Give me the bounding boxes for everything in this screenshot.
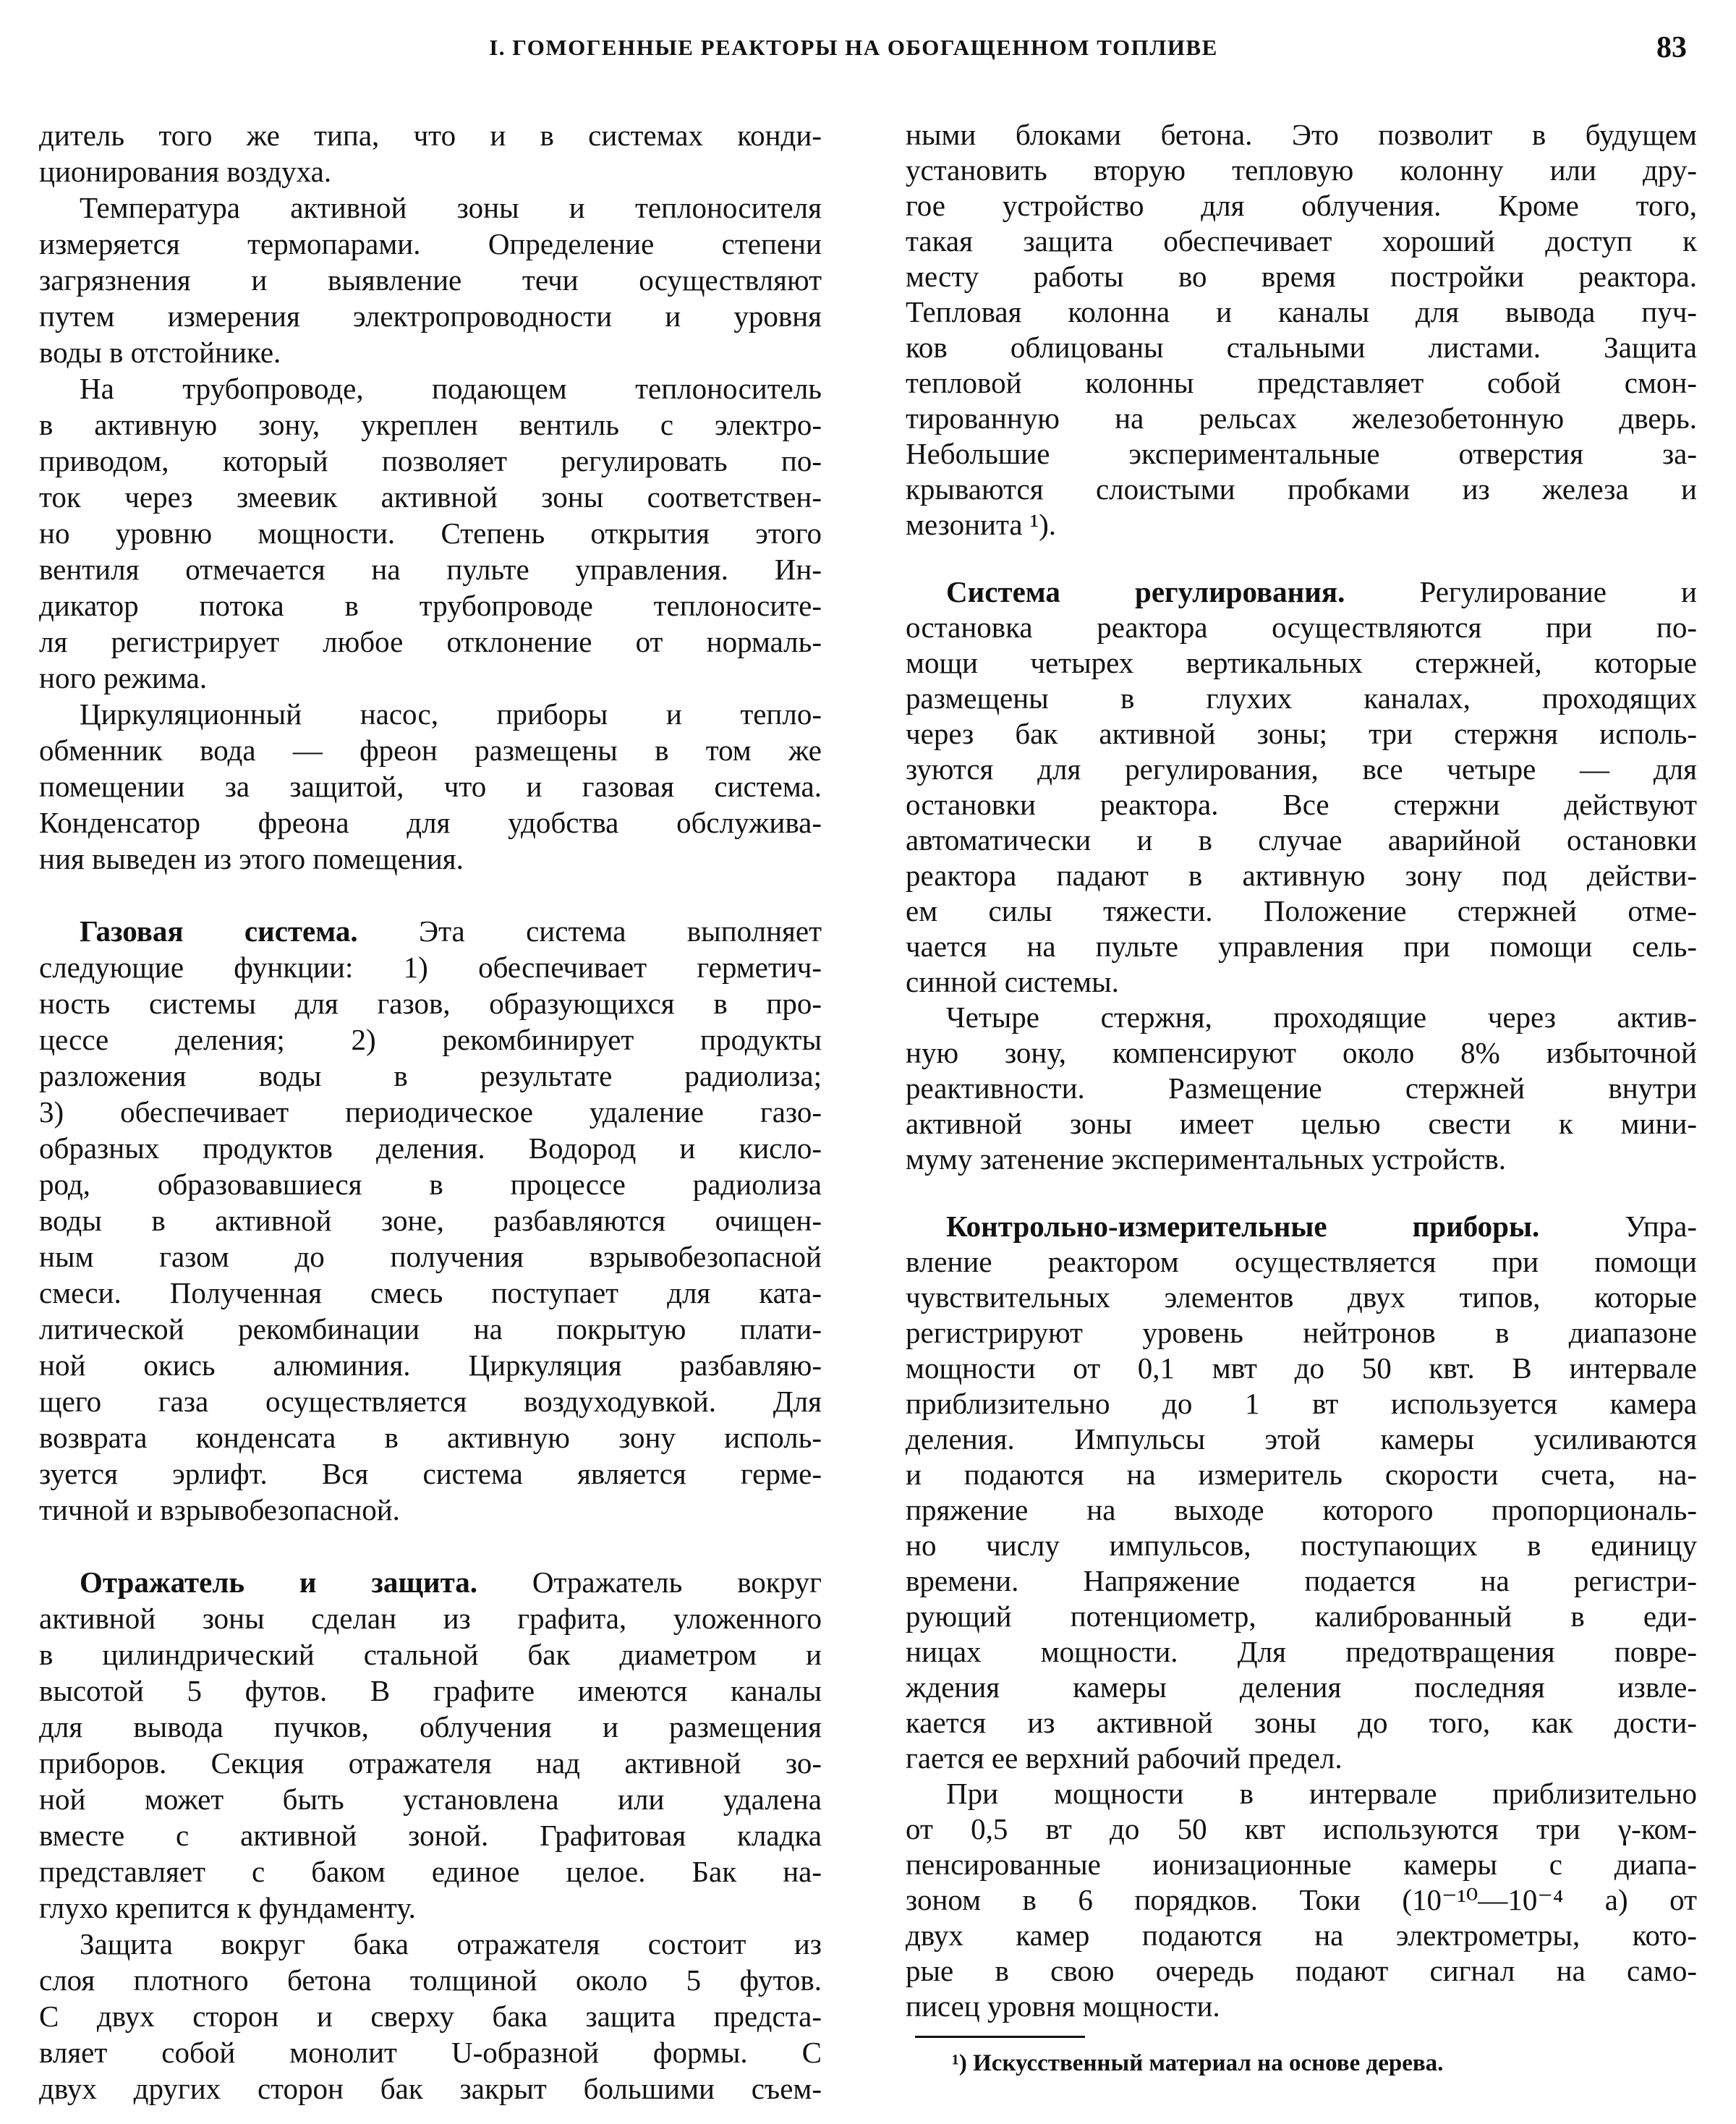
footnote-divider [915, 2036, 1085, 2038]
section-heading: Газовая система. [80, 914, 358, 948]
text-line: образных продуктов деления. Водород и кисло- [39, 1131, 822, 1165]
text-line: приблизительно до 1 вт используется камера [906, 1387, 1697, 1420]
text-line: через бак активной зоны; три стержня исполь- [906, 717, 1697, 750]
text-line: тичной и взрывобезопасной. [39, 1493, 400, 1526]
text-line: месту работы во время постройки реактора. [906, 260, 1697, 293]
paragraph [39, 190, 822, 370]
text-line: чувствительных элементов двух типов, которые [906, 1280, 1697, 1314]
text-line: остановки реактора. Все стержни действуют [906, 788, 1697, 821]
text-line: 3) обеспечивает периодическое удаление газо- [39, 1095, 822, 1129]
text-line: Четыре стержня, проходящие через актив- [946, 1001, 1697, 1034]
text-line: ницах мощности. Для предотвращения повре- [906, 1635, 1697, 1668]
text-line: воды в отстойнике. [39, 336, 281, 369]
text-line: гое устройство для облучения. Кроме того, [906, 189, 1697, 222]
text-line: высотой 5 футов. В графите имеются каналы [39, 1674, 822, 1707]
text-line: С двух сторон и сверху бака защита предста- [39, 2000, 822, 2033]
text-line [39, 1564, 822, 1600]
section-paragraph [906, 1209, 1697, 1776]
text-line: ждения камеры деления последняя извле- [906, 1670, 1697, 1704]
page-number: 83 [1656, 31, 1687, 64]
text-line: Температура активной зоны и теплоносителя [80, 191, 822, 224]
section-heading: Система регулирования. [946, 575, 1345, 608]
text-line: смеси. Полученная смесь поступает для ката- [39, 1276, 822, 1309]
text-line: реактивности. Размещение стержней внутри [906, 1071, 1697, 1105]
text-line: глухо крепится к фундаменту. [39, 1891, 416, 1924]
text-line: но уровню мощности. Степень открытия этого [39, 517, 822, 550]
text-line: При мощности в интервале приблизительно [946, 1777, 1697, 1810]
text-line: путем измерения электропроводности и уровня [39, 300, 822, 333]
text-line [906, 574, 1697, 610]
text-line: рующий потенциометр, калиброванный в еди- [906, 1600, 1697, 1633]
text-line: литической рекомбинации на покрытую плати- [39, 1312, 822, 1346]
text-line: двух других сторон бак закрыт большими съем- [39, 2072, 822, 2105]
text-line: от 0,5 вт до 50 квт используются три γ-ком- [906, 1812, 1697, 1845]
text-line: Тепловая колонна и каналы для вывода пуч- [906, 295, 1697, 328]
line-text: Регулирование и [1345, 575, 1697, 608]
text-line: реактора падают в активную зону под действи- [906, 859, 1697, 892]
text-line: ность системы для газов, образующихся в про- [39, 987, 822, 1020]
text-line: ного режима. [39, 661, 208, 694]
running-title: I. ГОМОГЕННЫЕ РЕАКТОРЫ НА ОБОГАЩЕННОМ ТОПЛИВЕ [489, 35, 1218, 60]
paragraph [39, 370, 822, 696]
paragraph [39, 696, 822, 877]
text-line: для вывода пучков, облучения и размещения [39, 1710, 822, 1743]
text-line: ционирования воздуха. [39, 155, 332, 188]
text-line: размещены в глухих каналах, проходящих [906, 681, 1697, 715]
text-line: разложения воды в результате радиолиза; [39, 1059, 822, 1092]
text-line: деления. Импульсы этой камеры усиливаются [906, 1422, 1697, 1456]
text-line: пенсированные ионизационные камеры с диапа- [906, 1848, 1697, 1881]
text-line: ем силы тяжести. Положение стержней отме- [906, 894, 1697, 927]
text-line: цессе деления; 2) рекомбинирует продукты [39, 1023, 822, 1056]
paragraph [906, 117, 1697, 543]
text-line: измеряется термопарами. Определение степени [39, 227, 822, 260]
text-line: Конденсатор фреона для удобства обслужива- [39, 806, 822, 839]
text-line: крываются слоистыми пробками из железа и [906, 472, 1697, 506]
text-line: ным газом до получения взрывобезопасной [39, 1240, 822, 1273]
section-spacer [906, 543, 1697, 574]
text-line: щего газа осуществляется воздуходувкой. Для [39, 1385, 822, 1418]
text-line: дикатор потока в трубопроводе теплоносите- [39, 589, 822, 622]
text-line: двух камер подаются на электрометры, кото- [906, 1919, 1697, 1952]
text-line [39, 913, 822, 949]
section-paragraph [39, 913, 822, 1528]
text-line: зоном в 6 порядков. Токи (10⁻¹⁰—10⁻⁴ а) от [906, 1883, 1697, 1916]
text-line: пряжение на выходе которого пропорциональ- [906, 1493, 1697, 1526]
text-line: вляет собой монолит U-образной формы. С [39, 2036, 822, 2069]
text-line: вместе с активной зоной. Графитовая кладка [39, 1819, 822, 1852]
text-line: активной зоны имеет целью свести к мини- [906, 1107, 1697, 1140]
section-paragraph [906, 574, 1697, 1000]
paragraph [906, 1000, 1697, 1177]
section-spacer [906, 1177, 1697, 1209]
text-line: но числу импульсов, поступающих в единицу [906, 1529, 1697, 1562]
text-line: мощности от 0,1 мвт до 50 квт. В интервале [906, 1351, 1697, 1385]
text-line: в цилиндрический стальной бак диаметром и [39, 1638, 822, 1671]
text-line: рые в свою очередь подают сигнал на само- [906, 1954, 1697, 1987]
section-heading: Отражатель и защита. [80, 1566, 477, 1599]
text-line: следующие функции: 1) обеспечивает герметич- [39, 951, 822, 984]
text-line: Защита вокруг бака отражателя состоит из [80, 1927, 822, 1961]
section-spacer [39, 1528, 822, 1564]
text-line: ков облицованы стальными листами. Защита [906, 331, 1697, 364]
text-line: остановка реактора осуществляются при по- [906, 611, 1697, 644]
section-paragraph [39, 1564, 822, 1926]
text-line: установить вторую тепловую колонну или дру- [906, 153, 1697, 187]
text-line: и подаются на измеритель скорости счета, на- [906, 1458, 1697, 1491]
text-line: писец уровня мощности. [906, 1989, 1220, 2023]
text-line: приборов. Секция отражателя над активной зо- [39, 1746, 822, 1780]
text-line: чается на пульте управления при помощи сель- [906, 930, 1697, 963]
text-line: зуется эрлифт. Вся система является герме- [39, 1457, 822, 1490]
text-line: загрязнения и выявление течи осуществляют [39, 263, 822, 297]
text-line: гается ее верхний рабочий предел. [906, 1741, 1343, 1775]
text-line: На трубопроводе, подающем теплоноситель [80, 372, 822, 405]
text-line: обменник вода — фреон размещены в том же [39, 734, 822, 767]
text-line: ной может быть установлена или удалена [39, 1783, 822, 1816]
section-spacer [39, 877, 822, 913]
text-line: в активную зону, укреплен вентиль с электро- [39, 408, 822, 441]
text-line: ния выведен из этого помещения. [39, 842, 464, 875]
text-line: Небольшие экспериментальные отверстия за- [906, 437, 1697, 470]
text-line: дитель того же типа, что и в системах конди- [39, 119, 822, 152]
text-line: тированную на рельсах железобетонную дверь. [906, 402, 1697, 435]
text-line: род, образовавшиеся в процессе радиолиза [39, 1168, 822, 1201]
text-line: ток через змеевик активной зоны соответствен- [39, 480, 822, 514]
text-line: зуются для регулирования, все четыре — для [906, 752, 1697, 786]
text-line: активной зоны сделан из графита, уложенного [39, 1602, 822, 1635]
page-header [0, 31, 1736, 71]
text-line: помещении за защитой, что и газовая система. [39, 770, 822, 803]
text-line: регистрируют уровень нейтронов в диапазоне [906, 1316, 1697, 1349]
paragraph [39, 117, 822, 190]
text-line: возврата конденсата в активную зону исполь- [39, 1421, 822, 1454]
text-line: времени. Напряжение подается на регистри- [906, 1564, 1697, 1597]
line-text: Эта система выполняет [357, 914, 822, 948]
section-heading: Контрольно-измерительные приборы. [946, 1210, 1540, 1243]
text-line: ной окись алюминия. Циркуляция разбавляю- [39, 1348, 822, 1382]
right-column [906, 117, 1697, 2024]
text-line: кается из активной зоны до того, как дости- [906, 1706, 1697, 1739]
text-line: вентиля отмечается на пульте управления. Ин- [39, 553, 822, 586]
text-line: мезонита ¹). [906, 508, 1057, 541]
line-text: Отражатель вокруг [477, 1566, 822, 1599]
text-line: приводом, который позволяет регулировать по- [39, 444, 822, 477]
line-text: Упра- [1539, 1210, 1698, 1243]
text-line: такая защита обеспечивает хороший доступ к [906, 224, 1697, 258]
text-line: вление реактором осуществляется при помощи [906, 1245, 1697, 1278]
text-line: ными блоками бетона. Это позволит в будущем [906, 118, 1697, 151]
footnote: ¹) Искусственный материал на основе дерева. [952, 2050, 1444, 2076]
text-line: представляет с баком единое целое. Бак на- [39, 1855, 822, 1888]
text-line: ля регистрирует любое отклонение от нормаль- [39, 625, 822, 658]
text-line: слоя плотного бетона толщиной около 5 футов. [39, 1963, 822, 1997]
left-column [39, 117, 822, 2107]
text-line: воды в активной зоне, разбавляются очищен- [39, 1204, 822, 1237]
text-line: автоматически и в случае аварийной остановки [906, 823, 1697, 857]
paragraph [906, 1776, 1697, 2024]
text-line: муму затенение экспериментальных устройств. [906, 1142, 1507, 1176]
paragraph [39, 1926, 822, 2107]
text-line: тепловой колонны представляет собой смон- [906, 366, 1697, 399]
text-line: Циркуляционный насос, приборы и тепло- [80, 697, 822, 731]
text-line: ную зону, компенсируют около 8% избыточной [906, 1036, 1697, 1069]
text-line: синной системы. [906, 965, 1119, 998]
text-line: мощи четырех вертикальных стержней, которые [906, 646, 1697, 679]
text-line [906, 1209, 1697, 1244]
